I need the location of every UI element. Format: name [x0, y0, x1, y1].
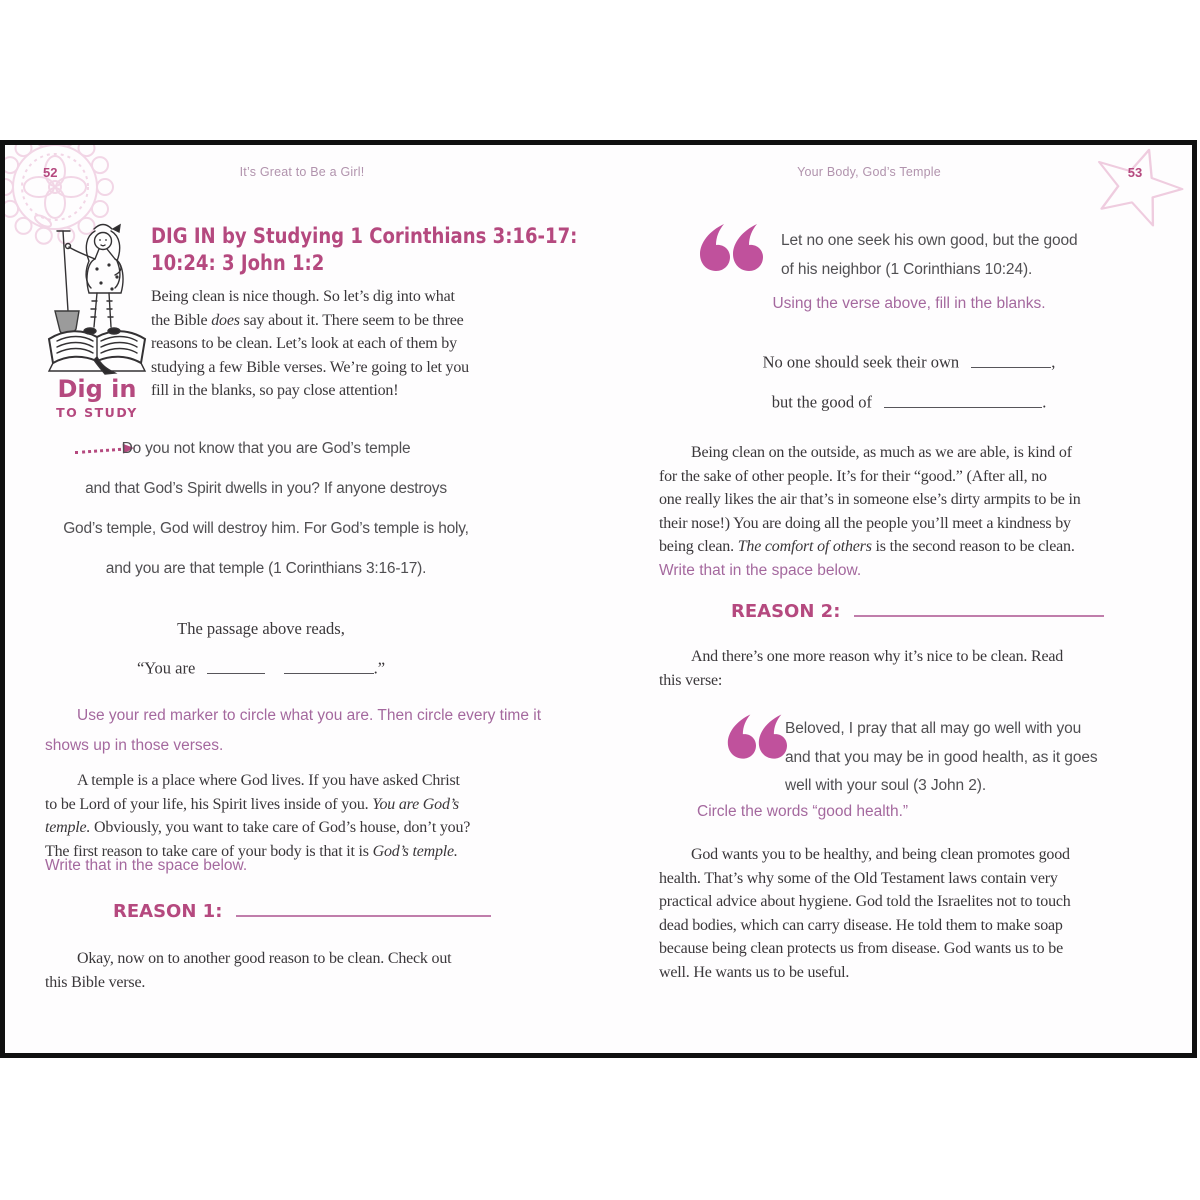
- passage-prompt: [11, 619, 511, 639]
- text-line: for the sake of other people. It’s for their “good.” (After all, no: [659, 467, 1047, 485]
- blank-line-2-prefix: but the good of: [771, 392, 873, 412]
- text-line: shows up in those verses.: [45, 737, 224, 754]
- text-line: God’s temple, God will destroy him. For God’s temple is holy,: [63, 520, 469, 537]
- blank-line-1-suffix: ,: [1051, 352, 1056, 372]
- text-line: and that God’s Spirit dwells in you? If anyone destroys: [85, 480, 447, 497]
- text-line: and that you may be in good health, as it goes: [785, 748, 1098, 766]
- text-line: of his neighbor (1 Corinthians 10:24).: [781, 260, 1033, 278]
- seek-own-blank: [971, 351, 1051, 368]
- dig-in-badge: [29, 377, 165, 420]
- text-line: And there’s one more reason why it’s nice to be clean. Read: [691, 648, 1064, 665]
- page-53: [599, 145, 1192, 1053]
- text-line: their nose!) You are doing all the people you’ll meet a kindness by: [659, 514, 1071, 532]
- quote-icon: [697, 221, 763, 275]
- marker-instruction: [45, 701, 541, 761]
- text-line: A temple is a place where God lives. If you have asked Christ: [77, 772, 460, 789]
- page-52: [5, 145, 599, 1053]
- star-decoration: [1089, 145, 1185, 227]
- running-head-right: Your Body, God’s Temple: [797, 165, 941, 179]
- fill-blank-2: [284, 657, 374, 674]
- dig-in-label: Dig in: [57, 375, 137, 403]
- fill-blank-1: [207, 657, 265, 674]
- book-frame: [0, 140, 1197, 1058]
- reason-1-label: REASON 1:: [113, 901, 223, 923]
- text-line: Beloved, I pray that all may go well with you: [785, 720, 1082, 737]
- text-line: 10:24: 3 John 1:2: [151, 251, 325, 275]
- blank-line-2: [629, 391, 1189, 413]
- quote-2-text: [785, 715, 1098, 801]
- text-line: Being clean on the outside, as much as we are able, is kind of: [691, 444, 1072, 461]
- text-line: Let no one seek his own good, but the good: [781, 232, 1078, 249]
- reason-2-blank: [854, 599, 1104, 617]
- text-line: God wants you to be healthy, and being clean promotes good: [691, 846, 1070, 863]
- text-line: studying a few Bible verses. We’re going to let you: [151, 358, 469, 376]
- text-line: one really likes the air that’s in someone else’s dirty armpits to be in: [659, 491, 1081, 508]
- fill-in-line: [11, 657, 511, 679]
- reason-1-row: [113, 899, 491, 922]
- text-line: health. That’s why some of the Old Testament laws contain very: [659, 869, 1058, 887]
- text-line: Do you not know that you are God’s temple: [121, 440, 411, 457]
- text-line: DIG IN by Studying 1 Corinthians 3:16-17:: [151, 224, 578, 248]
- running-head-left: It’s Great to Be a Girl!: [239, 165, 365, 179]
- text-line: because being clean protects us from disease. God wants us to be: [659, 940, 1063, 957]
- text-line: well. He wants us to be useful.: [659, 963, 850, 981]
- reason-2-label: REASON 2:: [731, 601, 841, 623]
- fill-prefix: “You are: [136, 658, 196, 678]
- closing-paragraph: [45, 947, 525, 994]
- fill-suffix: .”: [373, 658, 386, 678]
- section-heading: [151, 223, 577, 277]
- text-line: Okay, now on to another good reason to be clean. Check out: [77, 950, 452, 967]
- write-instruction-left: Write that in the space below.: [45, 857, 248, 874]
- text-line: practical advice about hygiene. God told the Israelites not to touch: [659, 893, 1071, 910]
- fill-instruction: [629, 295, 1189, 313]
- text-line: to be Lord of your life, his Spirit lives inside of you. You are God’s: [45, 795, 459, 813]
- health-paragraph: [659, 843, 1119, 984]
- text-line: fill in the blanks, so pay close attention!: [151, 382, 399, 399]
- circle-instruction: Circle the words “good health.”: [697, 803, 909, 820]
- text-line: dead bodies, which can carry disease. He told them to make soap: [659, 916, 1063, 934]
- text-line: being clean. The comfort of others is the second reason to be clean.: [659, 538, 1075, 555]
- text-line: this Bible verse.: [45, 973, 146, 991]
- text-line: and you are that temple (1 Corinthians 3:16-17).: [105, 560, 427, 577]
- quote-icon: [725, 711, 787, 763]
- blank-line-1-prefix: No one should seek their own: [762, 352, 960, 372]
- text-line: well with your soul (3 John 2).: [785, 777, 987, 794]
- write-instruction-right: Write that in the space below.: [659, 562, 862, 579]
- text-line: The first reason to take care of your body is that it is God’s temple.: [45, 842, 458, 860]
- page-number-53: 53: [1127, 165, 1143, 180]
- text-line: temple. Obviously, you want to take care of God’s house, don’t you?: [45, 819, 471, 836]
- blank-line-1: [629, 351, 1189, 373]
- passage-prompt-text: The passage above reads,: [177, 619, 345, 638]
- reason-2-row: [731, 599, 1104, 622]
- temple-paragraph: [45, 769, 545, 863]
- text-line: Being clean is nice though. So let’s dig into what: [151, 288, 455, 305]
- good-of-blank: [884, 391, 1042, 408]
- reason-1-blank: [236, 899, 491, 917]
- fill-instruction-text: Using the verse above, fill in the blanks.: [772, 295, 1046, 312]
- text-line: Use your red marker to circle what you are. Then circle every time it: [77, 707, 542, 724]
- text-line: this verse:: [659, 671, 723, 689]
- corinthians-verse: [11, 429, 521, 589]
- comfort-paragraph: [659, 441, 1119, 559]
- text-line: the Bible does say about it. There seem to be three: [151, 311, 464, 329]
- page-number-52: 52: [43, 165, 58, 180]
- girl-shovel-book-illustration: [39, 221, 155, 375]
- blank-line-2-suffix: .: [1042, 392, 1047, 412]
- intro-paragraph: [151, 285, 531, 403]
- text-line: reasons to be clean. Let’s look at each of them by: [151, 335, 457, 352]
- more-reason-paragraph: [659, 645, 1119, 692]
- quote-1-text: [781, 227, 1078, 284]
- to-study-label: TO STUDY: [56, 405, 138, 420]
